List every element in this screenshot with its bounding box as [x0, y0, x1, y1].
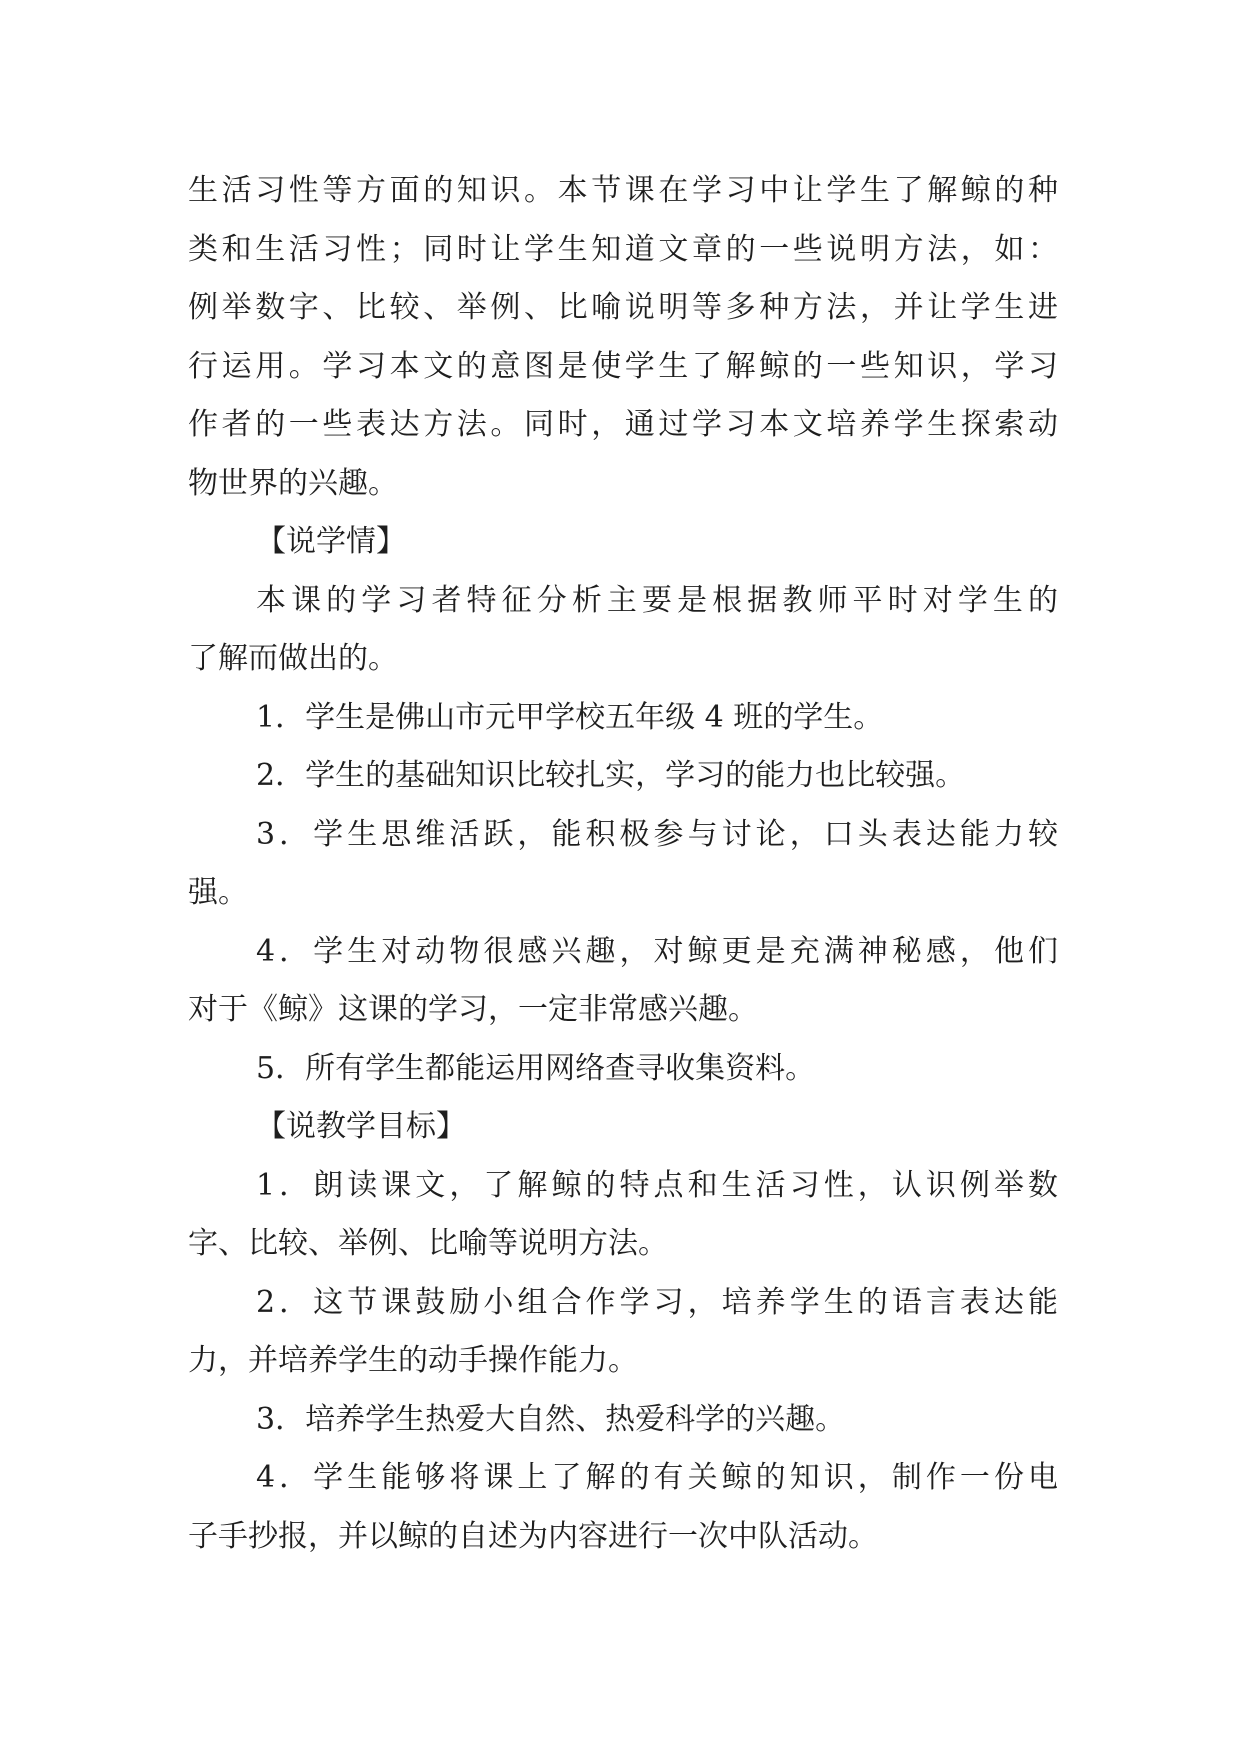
body-text: [188, 162, 1058, 1566]
list-item: 1．朗读课文，了解鲸的特点和生活习性，认识例举数: [256, 1167, 1058, 1203]
list-item: 2．这节课鼓励小组合作学习，培养学生的语言表达能: [256, 1284, 1058, 1320]
paragraph-line: 作者的一些表达方法。同时，通过学习本文培养学生探索动: [188, 407, 1058, 442]
list-item: 5．所有学生都能运用网络查寻收集资料。: [256, 1050, 816, 1086]
list-item: 3．培养学生热爱大自然、热爱科学的兴趣。: [256, 1401, 846, 1437]
list-item: 1．学生是佛山市元甲学校五年级 4 班的学生。: [256, 699, 884, 735]
list-item: 4．学生对动物很感兴趣，对鲸更是充满神秘感，他们: [256, 933, 1058, 969]
paragraph-line: 例举数字、比较、举例、比喻说明等多种方法，并让学生进: [188, 290, 1058, 325]
section-heading-learners: 【说学情】: [256, 524, 406, 559]
list-item-continuation: 子手抄报，并以鲸的自述为内容进行一次中队活动。: [188, 1518, 878, 1554]
paragraph-line: 物世界的兴趣。: [188, 465, 398, 501]
paragraph-line: 了解而做出的。: [188, 641, 398, 676]
paragraph-line: 类和生活习性；同时让学生知道文章的一些说明方法，如：: [188, 231, 1058, 267]
list-item: 4．学生能够将课上了解的有关鲸的知识，制作一份电: [256, 1460, 1058, 1495]
list-item-continuation: 字、比较、举例、比喻等说明方法。: [188, 1226, 668, 1261]
list-item-continuation: 力，并培养学生的动手操作能力。: [188, 1343, 638, 1378]
list-item: 3．学生思维活跃，能积极参与讨论，口头表达能力较: [256, 816, 1058, 852]
section-heading-goals: 【说教学目标】: [256, 1109, 466, 1144]
list-item-continuation: 对于《鲸》这课的学习，一定非常感兴趣。: [188, 992, 758, 1027]
paragraph-line: 生活习性等方面的知识。本节课在学习中让学生了解鲸的种: [188, 173, 1058, 208]
paragraph-line: 行运用。学习本文的意图是使学生了解鲸的一些知识，学习: [188, 348, 1058, 384]
list-item: 2．学生的基础知识比较扎实，学习的能力也比较强。: [256, 758, 966, 793]
list-item-continuation: 强。: [188, 875, 248, 910]
paragraph-line: 本课的学习者特征分析主要是根据教师平时对学生的: [256, 582, 1058, 618]
